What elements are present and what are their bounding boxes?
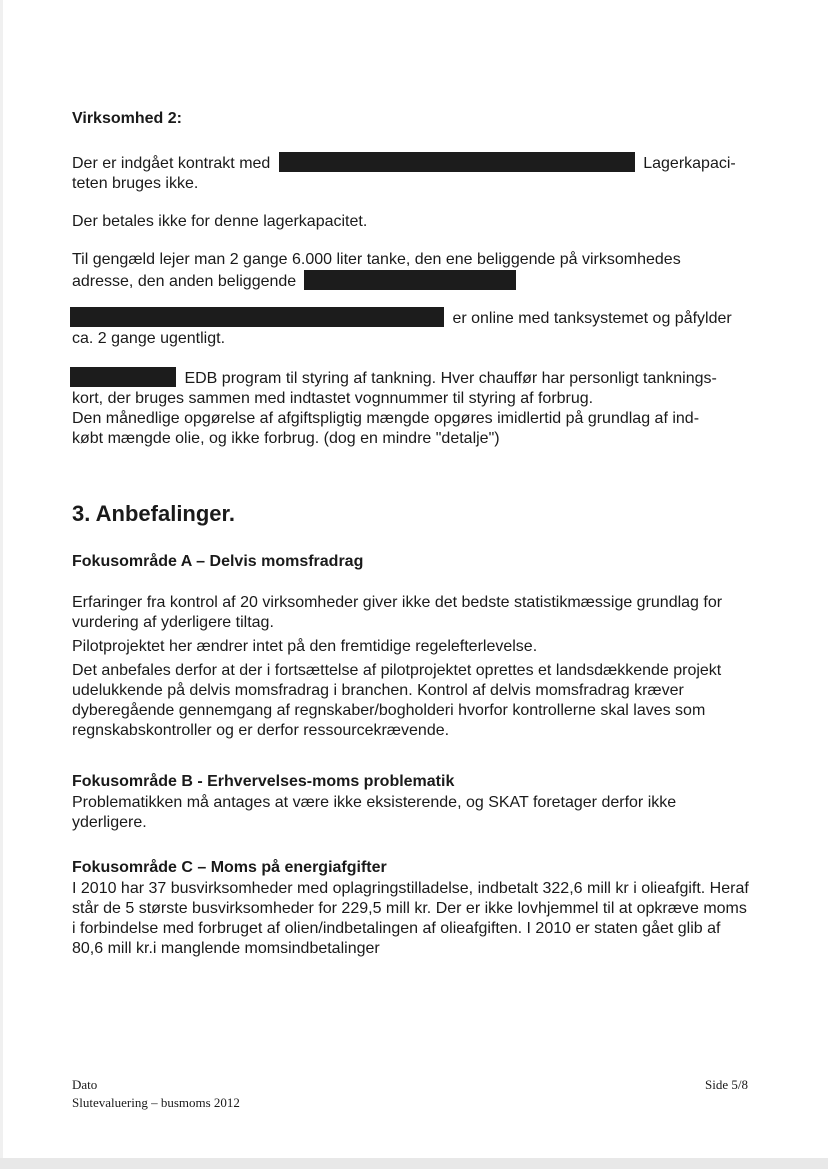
text-fragment: er online med tanksystemet og påfylder (452, 310, 732, 327)
fokus-a-paragraph-3: Det anbefales derfor at der i fortsættelse af pilotprojektet oprettes et landsdækkende projekt udelukkende på delvis momsfradrag i branchen. Kontrol af delvis momsfradrag kræver dyberegående gennemgang af regnskaber/bogholderi hvorfor kontrollerne skal laves som regnskabskontroller og er derfor ressourcekrævende. (72, 662, 722, 739)
anbefalinger-heading: 3. Anbefalinger. (72, 501, 236, 526)
fokus-a-heading: Fokusområde A – Delvis momsfradrag (72, 553, 364, 570)
redaction-bar (70, 307, 444, 327)
text-fragment: Der er indgået kontrakt med (72, 155, 271, 172)
text-fragment: adresse, den anden beliggende (72, 273, 297, 290)
virksomhed-2-paragraph-1 (72, 152, 752, 194)
page-number: Side 5/8 (705, 1077, 748, 1092)
text-fragment: Lagerkapaci- (643, 155, 736, 172)
fokus-a-paragraph-1: Erfaringer fra kontrol af 20 virksomheder giver ikke det bedste statistikmæssige grundlag for vurdering af yderligere tiltag. (72, 594, 723, 631)
scan-edge (0, 0, 3, 1158)
page-footer (72, 1076, 748, 1112)
text-fragment: Den månedlige opgørelse af afgiftspligtig mængde opgøres imidlertid på grundlag af ind- (72, 410, 700, 427)
text-fragment: Til gengæld lejer man 2 gange 6.000 liter tanke, den ene beliggende på virksomhedes (72, 251, 681, 268)
virksomhed-2-paragraph-4 (72, 307, 752, 349)
text-fragment: teten bruges ikke. (72, 175, 199, 192)
footer-date: Dato (72, 1077, 98, 1092)
virksomhed-2-paragraph-2: Der betales ikke for denne lagerkapacitet. (72, 213, 368, 230)
fokus-b-paragraph-1: Problematikken må antages at være ikke eksisterende, og SKAT foretager derfor ikke yderligere. (72, 794, 677, 831)
redaction-bar (70, 367, 176, 387)
text-fragment: købt mængde olie, og ikke forbrug. (dog en mindre "detalje") (72, 430, 500, 447)
fokus-c-paragraph-1: I 2010 har 37 busvirksomheder med oplagringstilladelse, indbetalt 322,6 mill kr i olieafgift. Heraf står de 5 største busvirksomheder for 229,5 mill kr. Der er ikke lovhjemmel til at opkræve moms i forbindelse med forbruget af olien/indbetalingen af olieafgiften. I 2010 er staten gået glib af 80,6 mill kr.i manglende momsindbetalinger (72, 880, 749, 957)
text-fragment: EDB program til styring af tankning. Hver chauffør har personligt tanknings- (184, 370, 717, 387)
redaction-bar (304, 270, 516, 290)
redaction-bar (279, 152, 635, 172)
footer-document-title: Slutevaluering – busmoms 2012 (72, 1095, 240, 1110)
page-content (72, 110, 752, 959)
text-fragment: kort, der bruges sammen med indtastet vognnummer til styring af forbrug. (72, 390, 594, 407)
virksomhed-2-paragraph-3 (72, 250, 752, 292)
fokus-b-heading: Fokusområde B - Erhvervelses-moms problematik (72, 773, 455, 790)
fokus-a-paragraph-2: Pilotprojektet her ændrer intet på den fremtidige regelefterlevelse. (72, 638, 538, 655)
text-fragment: ca. 2 gange ugentligt. (72, 330, 226, 347)
fokus-c-heading: Fokusområde C – Moms på energiafgifter (72, 859, 387, 876)
scan-bottom-edge (0, 1158, 828, 1169)
virksomhed-2-paragraph-5 (72, 367, 752, 449)
virksomhed-2-heading: Virksomhed 2: (72, 110, 182, 127)
